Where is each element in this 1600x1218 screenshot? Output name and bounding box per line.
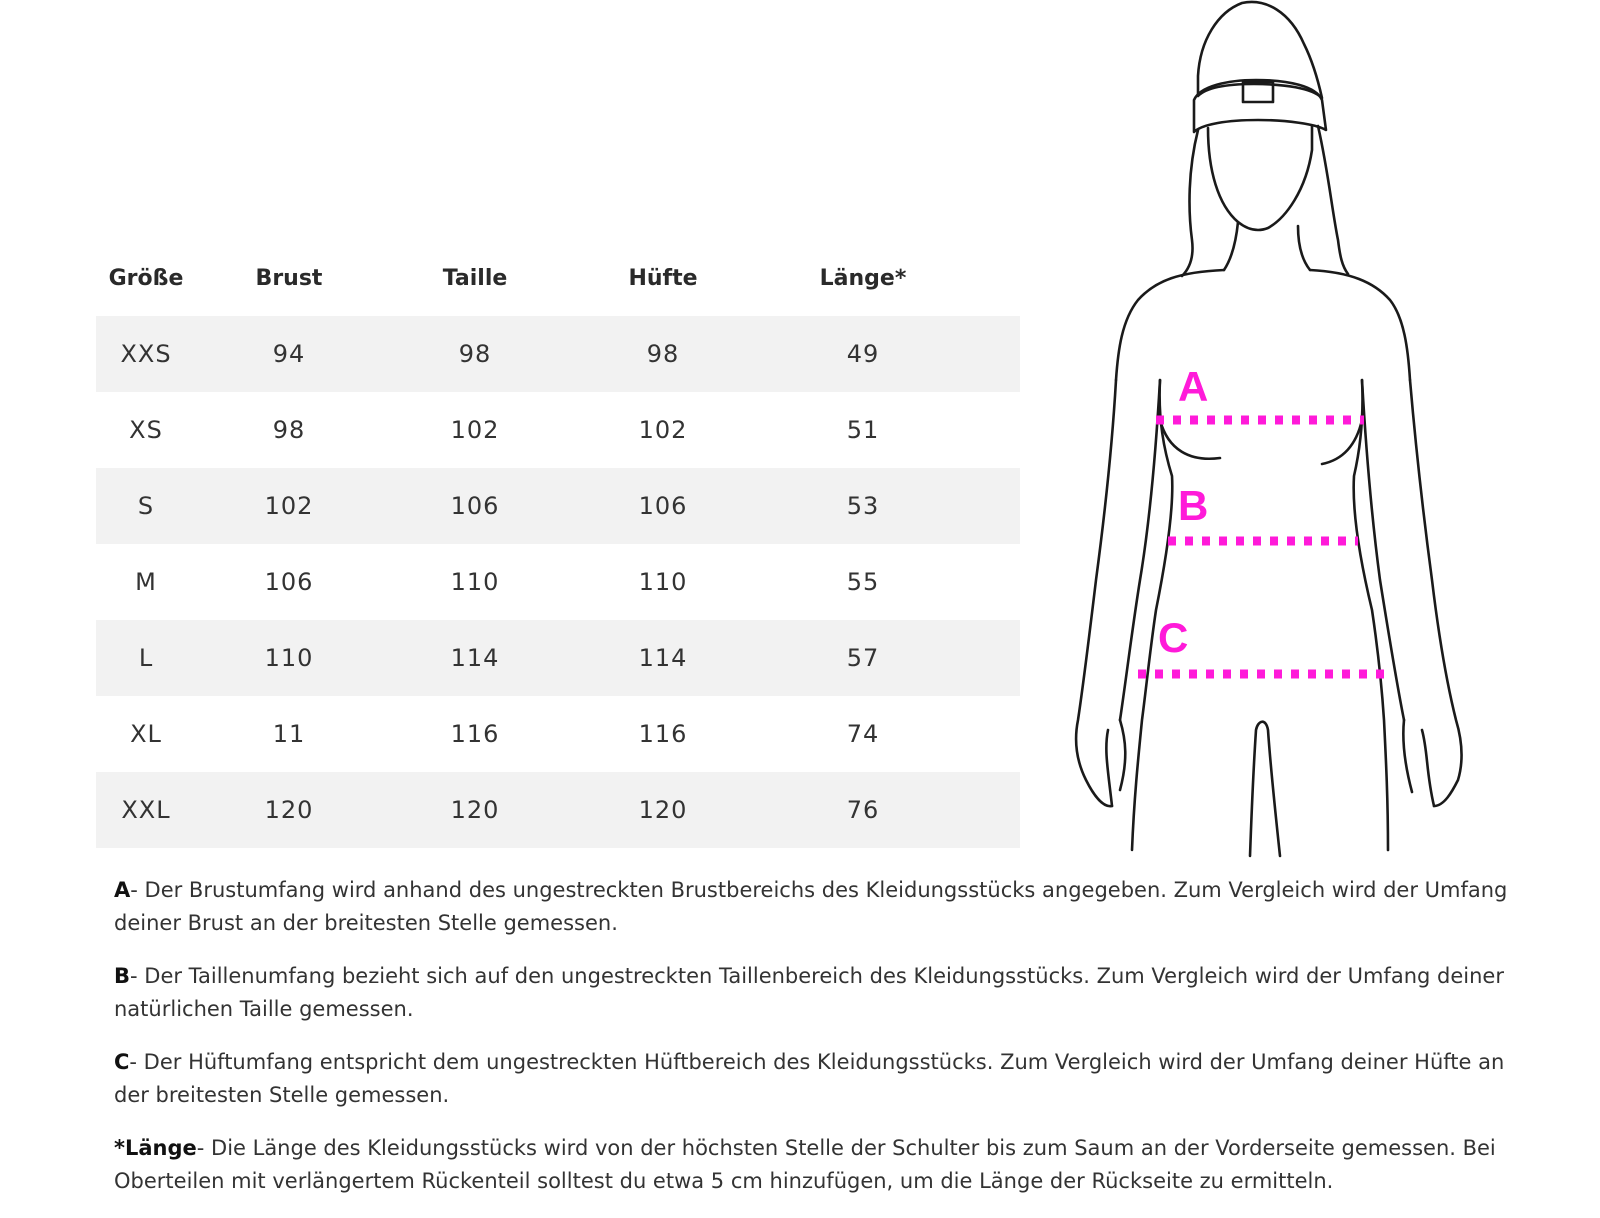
arm-left-inner <box>1120 380 1160 720</box>
table-row <box>96 544 1020 620</box>
note-a <box>114 874 1534 940</box>
note-c <box>114 1046 1534 1112</box>
cell-hip: 98 <box>568 316 758 392</box>
bust-left <box>1160 420 1220 459</box>
cell-waist: 120 <box>382 772 568 848</box>
table-row <box>96 620 1020 696</box>
neck-right <box>1298 226 1310 270</box>
note-text: - Der Taillenumfang bezieht sich auf den ungestreckten Taillenbereich des Kleidungsstücks. Zum Vergleich wird der Umfang deiner natürlichen Taille gemessen. <box>114 964 1504 1021</box>
cell-hip: 116 <box>568 696 758 772</box>
cell-chest: 106 <box>196 544 382 620</box>
measurement-notes <box>114 874 1534 1218</box>
table-row <box>96 468 1020 544</box>
header-spacer <box>968 240 1020 316</box>
cell-length: 74 <box>758 696 968 772</box>
cell-waist: 102 <box>382 392 568 468</box>
measurement-labels <box>1158 363 1208 661</box>
leg-inner-left <box>1250 722 1280 856</box>
torso-right <box>1354 380 1388 850</box>
cell-size: XS <box>96 392 196 468</box>
cell-chest: 94 <box>196 316 382 392</box>
hand-right <box>1403 720 1434 806</box>
note-key: B <box>114 964 131 988</box>
cell-size: XXS <box>96 316 196 392</box>
figure-outline <box>1076 2 1462 856</box>
cell-length: 55 <box>758 544 968 620</box>
measurement-label-a: A <box>1178 363 1209 410</box>
arm-right-outer <box>1410 380 1462 806</box>
cell-waist: 106 <box>382 468 568 544</box>
table-row <box>96 696 1020 772</box>
cell-chest: 102 <box>196 468 382 544</box>
cell-spacer <box>968 316 1020 392</box>
hair-right <box>1318 126 1348 274</box>
hand-left <box>1106 720 1125 806</box>
cell-size: XL <box>96 696 196 772</box>
cell-spacer <box>968 544 1020 620</box>
note-text: - Der Brustumfang wird anhand des ungestreckten Brustbereichs des Kleidungsstücks angegeben. Zum Vergleich wird der Umfang deiner Brust an der breitesten Stelle gemessen. <box>114 878 1508 935</box>
table-row <box>96 316 1020 392</box>
cell-size: L <box>96 620 196 696</box>
cell-length: 51 <box>758 392 968 468</box>
cell-hip: 110 <box>568 544 758 620</box>
note-text: - Der Hüftumfang entspricht dem ungestreckten Hüftbereich des Kleidungsstücks. Zum Vergleich wird der Umfang deiner Hüfte an der breitesten Stelle gemessen. <box>114 1050 1505 1107</box>
cell-hip: 106 <box>568 468 758 544</box>
face-outline <box>1208 126 1312 230</box>
cell-length: 49 <box>758 316 968 392</box>
arm-right-inner <box>1362 380 1404 720</box>
cell-chest: 110 <box>196 620 382 696</box>
header-length: Länge* <box>819 265 907 291</box>
neck-left <box>1224 222 1238 270</box>
note-key: A <box>114 878 131 902</box>
cell-waist: 98 <box>382 316 568 392</box>
cell-chest: 11 <box>196 696 382 772</box>
size-table <box>96 240 1020 848</box>
cell-waist: 116 <box>382 696 568 772</box>
cell-hip: 120 <box>568 772 758 848</box>
note-text: - Die Länge des Kleidungsstücks wird von der höchsten Stelle der Schulter bis zum Saum an der Vorderseite gemessen. Bei Oberteilen mit verlängertem Rückenteil solltest du etwa 5 cm hinzufügen, um die Länge der Rückseite zu ermitteln. <box>114 1136 1496 1193</box>
note-b <box>114 960 1534 1026</box>
cell-spacer <box>968 620 1020 696</box>
header-hip: Hüfte <box>628 265 698 291</box>
header-waist: Taille <box>442 265 508 291</box>
header-size: Größe <box>108 265 184 291</box>
cell-spacer <box>968 772 1020 848</box>
arm-left-outer <box>1076 380 1116 806</box>
cell-spacer <box>968 392 1020 468</box>
cell-size: M <box>96 544 196 620</box>
cell-spacer <box>968 468 1020 544</box>
cell-spacer <box>968 696 1020 772</box>
cell-hip: 114 <box>568 620 758 696</box>
cell-length: 76 <box>758 772 968 848</box>
measurement-label-c: C <box>1158 614 1189 661</box>
cell-waist: 114 <box>382 620 568 696</box>
cell-size: S <box>96 468 196 544</box>
cell-chest: 98 <box>196 392 382 468</box>
hair-left <box>1182 130 1198 276</box>
table-row <box>96 772 1020 848</box>
measurement-label-b: B <box>1178 482 1209 529</box>
cell-hip: 102 <box>568 392 758 468</box>
table-row <box>96 392 1020 468</box>
note-key: *Länge <box>114 1136 197 1160</box>
header-chest: Brust <box>255 265 323 291</box>
cell-waist: 110 <box>382 544 568 620</box>
note-key: C <box>114 1050 130 1074</box>
cell-length: 57 <box>758 620 968 696</box>
bust-right <box>1322 420 1362 464</box>
cell-chest: 120 <box>196 772 382 848</box>
cell-length: 53 <box>758 468 968 544</box>
body-measurement-illustration <box>1060 0 1520 860</box>
shoulder-right <box>1310 270 1410 380</box>
note-length <box>114 1132 1534 1198</box>
cell-size: XXL <box>96 772 196 848</box>
table-header-row <box>96 240 1020 316</box>
